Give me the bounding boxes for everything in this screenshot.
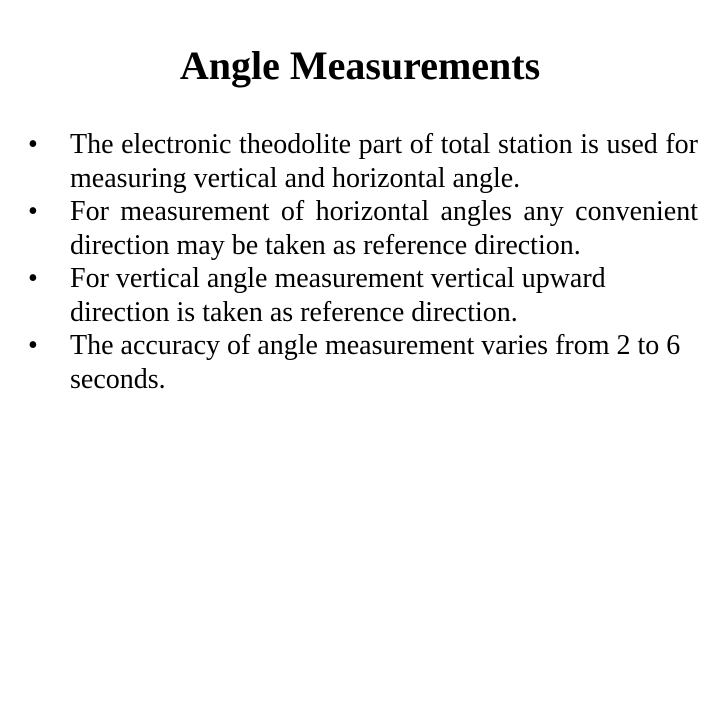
bullet-list [28,128,698,396]
bullet-item [28,329,698,396]
bullet-icon: • [28,196,38,227]
bullet-text: The accuracy of angle measurement varies from 2 to 6 seconds. [70,330,681,395]
bullet-item [28,195,698,262]
bullet-item [28,262,698,329]
title-text: Angle Measurements [179,43,541,88]
bullet-text: For vertical angle measurement vertical upward direction is taken as reference direction. [70,263,606,328]
bullet-item [28,128,698,195]
slide-title [0,42,720,89]
bullet-icon: • [28,129,38,160]
bullet-text: The electronic theodolite part of total station is used for measuring vertical and horizontal angle. [70,129,698,194]
bullet-icon: • [28,330,38,361]
bullet-icon: • [28,263,38,294]
bullet-text: For measurement of horizontal angles any convenient direction may be taken as reference direction. [70,196,698,261]
